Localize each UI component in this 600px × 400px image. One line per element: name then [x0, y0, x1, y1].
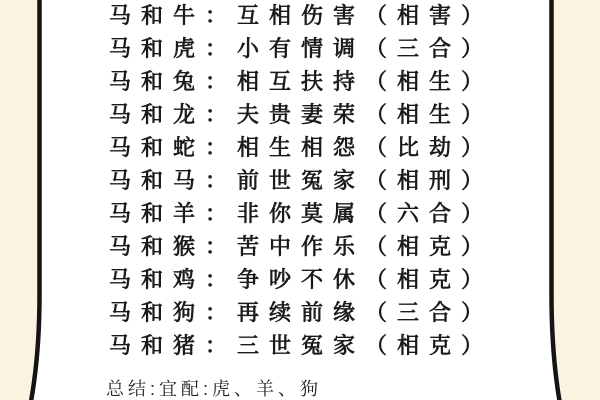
compatibility-list — [42, 0, 550, 362]
compatibility-row-ox: 马和牛：互相伤害（相害） — [108, 3, 493, 28]
compatibility-row-dragon: 马和龙：夫贵妻荣（相生） — [108, 102, 493, 127]
compatibility-row-monkey: 马和猴：苦中作乐（相克） — [108, 234, 493, 259]
summary-line: 总结:宜配:虎、羊、狗 — [106, 379, 323, 399]
compatibility-row-goat: 马和羊：非你莫属（六合） — [108, 201, 493, 226]
compatibility-row-pig: 马和猪：三世冤家（相克） — [108, 333, 493, 358]
compatibility-row-snake: 马和蛇：相生相怨（比劫） — [108, 135, 493, 160]
compatibility-row-horse: 马和马：前世冤家（相刑） — [108, 168, 493, 193]
compatibility-row-dog: 马和狗：再续前缘（三合） — [108, 300, 493, 325]
compatibility-row-rooster: 马和鸡：争吵不休（相克） — [108, 267, 493, 292]
compatibility-row-tiger: 马和虎：小有情调（三合） — [108, 36, 493, 61]
compatibility-row-rabbit: 马和兔：相互扶持（相生） — [108, 69, 493, 94]
